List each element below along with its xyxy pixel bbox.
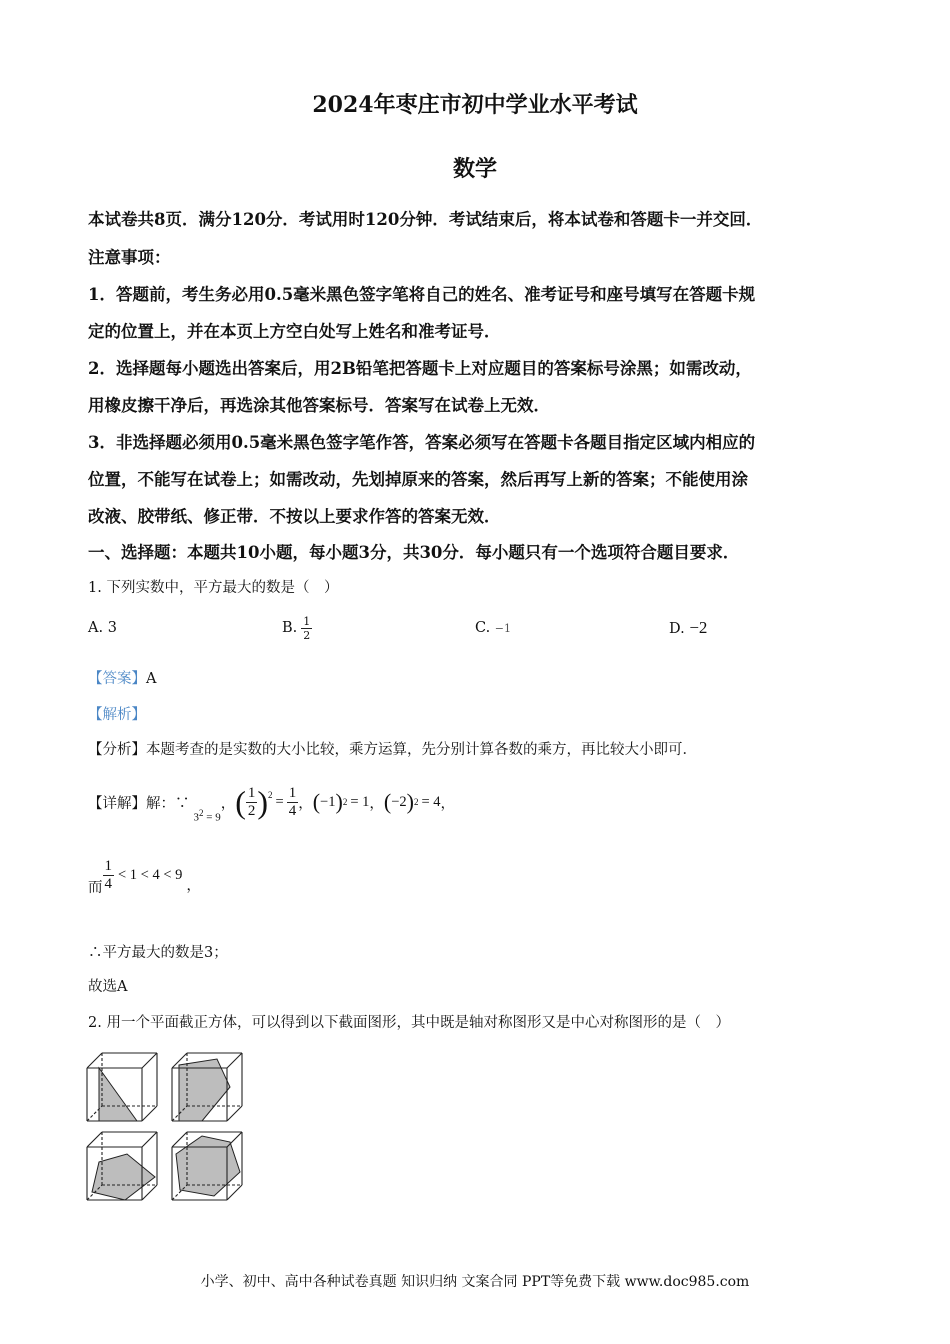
paren: ) <box>257 784 269 820</box>
q2-stem: 2. 用一个平面截正方体，可以得到以下截面图形，其中既是轴对称图形又是中心对称图形的是（ ） <box>88 1015 730 1031</box>
note-line: 改液、胶带纸、修正带．不按以上要求作答的答案无效． <box>88 507 501 526</box>
note-line: 位置，不能写在试卷上；如需改动，先划掉原来的答案，然后再写上新的答案；不能使用涂 <box>88 470 748 489</box>
fraction <box>301 616 312 641</box>
answer-tag: 【答案】 <box>88 671 146 687</box>
math-rest: = 4 <box>421 793 441 810</box>
option-value: 3 <box>107 620 117 636</box>
fraction-numerator: 1 <box>288 784 297 801</box>
option-label: C. <box>475 620 491 636</box>
math-exponent: 2 <box>268 789 273 800</box>
section-triangle <box>99 1068 137 1121</box>
math-exponent: 2 <box>413 797 419 807</box>
fraction-numerator: 1 <box>104 857 112 874</box>
q1-option-b <box>282 604 312 652</box>
detail-line <box>88 776 455 828</box>
math-square-neg1 <box>313 791 370 813</box>
fraction <box>287 786 299 819</box>
note-line: 3．非选择题必须用0.5毫米黑色签字笔作答，答案必须写在答题卡各题目指定区域内相应的 <box>88 433 756 452</box>
option-label: B. <box>282 620 298 636</box>
paren: ) <box>335 789 343 814</box>
fraction-denominator: 4 <box>104 875 112 892</box>
math-square-neg2 <box>384 791 441 813</box>
q1-option-c <box>475 620 511 636</box>
math-rest: = 9 <box>206 811 221 824</box>
fraction-numerator: 1 <box>247 784 256 801</box>
paren: ( <box>312 789 321 814</box>
math-base: −1 <box>320 793 336 810</box>
math-exponent: 2 <box>199 808 204 819</box>
fraction-numerator: 1 <box>303 614 311 628</box>
math-square-3 <box>194 808 221 824</box>
option-value: −2 <box>689 618 708 637</box>
fenxi-text: 本题考查的是实数的大小比较，乘方运算，先分别计算各数的乘方，再比较大小即可． <box>146 742 697 758</box>
q1-conclusion: ∴平方最大的数是3； <box>88 945 228 961</box>
comma: ， <box>369 795 384 812</box>
comma: ， <box>440 795 456 812</box>
exam-intro: 本试卷共8页．满分120分．考试用时120分钟．考试结束后，将本试卷和答题卡一并交回． <box>88 210 763 229</box>
cube-c <box>87 1132 157 1200</box>
note-line: 定的位置上，并在本页上方空白处写上姓名和准考证号． <box>88 322 501 341</box>
math-exponent: 2 <box>342 797 348 807</box>
analysis-text <box>88 738 697 759</box>
option-value: −1 <box>494 622 512 635</box>
math-base: −2 <box>391 793 407 810</box>
option-label: D. <box>669 621 685 637</box>
inequality-line <box>88 850 201 900</box>
cube-b <box>172 1053 242 1121</box>
exam-title: 2024年枣庄市初中学业水平考试 <box>312 92 638 118</box>
paren: ) <box>406 789 414 814</box>
q1-choose: 故选A <box>88 979 128 995</box>
inequality-rest: < 1 < 4 < 9 <box>118 866 183 883</box>
math-equals: = <box>275 793 284 810</box>
math-base: 3 <box>193 811 199 824</box>
er-word: 而 <box>88 879 103 896</box>
fraction <box>103 859 115 892</box>
fraction-denominator: 2 <box>247 802 256 819</box>
detail-lead: 解：∵ <box>146 795 190 812</box>
note-line: 1．答题前，考生务必用0.5毫米黑色签字笔将自己的姓名、准考证号和座号填写在答题卡规 <box>88 285 756 304</box>
q1-option-d <box>669 618 707 638</box>
note-line: 2．选择题每小题选出答案后，用2B铅笔把答题卡上对应题目的答案标号涂黑；如需改动， <box>88 359 752 378</box>
comma: ， <box>186 877 201 894</box>
note-line: 用橡皮擦干净后，再选涂其他答案标号．答案写在试卷上无效． <box>88 396 550 415</box>
analysis-tag: 【解析】 <box>88 707 146 723</box>
answer-value: A <box>146 671 157 687</box>
q1-stem: 1. 下列实数中，平方最大的数是（ ） <box>88 580 339 596</box>
cube-a <box>87 1053 157 1121</box>
answer-line <box>88 667 156 688</box>
section-hexagon <box>176 1136 240 1196</box>
fraction-denominator: 2 <box>303 628 311 642</box>
cube-figures <box>84 1050 246 1205</box>
comma: ， <box>220 795 236 812</box>
fenxi-tag: 【分析】 <box>88 742 146 758</box>
section-quadrilateral <box>92 1154 155 1200</box>
fraction <box>246 786 258 819</box>
notice-heading: 注意事项： <box>88 248 171 267</box>
math-rest: = 1 <box>350 793 370 810</box>
option-label: A. <box>88 620 104 636</box>
fraction-denominator: 4 <box>288 802 297 819</box>
cube-d <box>172 1132 242 1200</box>
section-heading: 一、选择题：本题共10小题，每小题3分，共30分．每小题只有一个选项符合题目要求． <box>88 543 740 562</box>
page-footer: 小学、初中、高中各种试卷真题 知识归纳 文案合同 PPT等免费下载 www.doc985.com <box>200 1274 750 1290</box>
comma: ， <box>298 795 313 812</box>
subject-title: 数学 <box>452 156 497 182</box>
math-square-half <box>235 786 298 819</box>
paren: ( <box>235 784 246 820</box>
q1-option-a <box>88 620 117 636</box>
paren: ( <box>383 789 392 814</box>
detail-tag: 【详解】 <box>88 795 146 812</box>
